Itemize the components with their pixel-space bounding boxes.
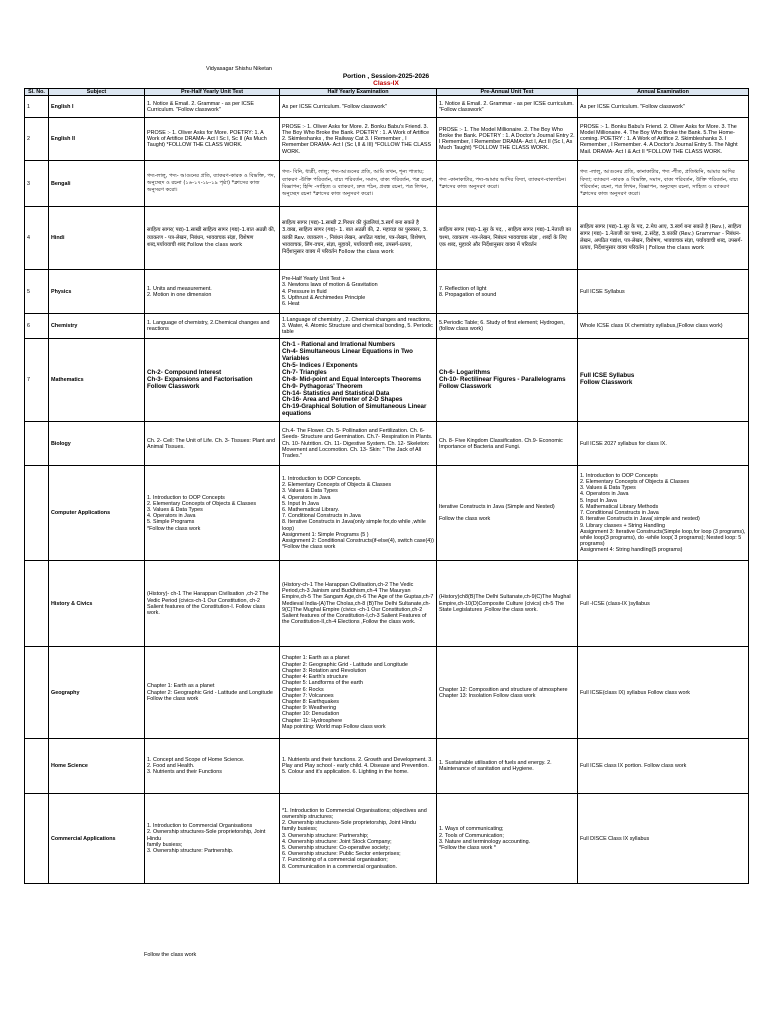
cell-annual-text: Full ICSE Syllabus	[580, 288, 625, 295]
cell-subject	[49, 339, 145, 422]
cell-half-text: 1.Language of chemistry , 2. Chemical changes and reactions, 3. Water, 4. Atomic Structure and chemical bonding, 5. Periodic table	[282, 316, 433, 336]
cell-half	[280, 118, 437, 161]
cell-pre-half	[145, 161, 280, 207]
cell-annual	[578, 647, 749, 739]
cell-half	[280, 339, 437, 422]
cell-pre-half	[145, 96, 280, 118]
cell-pre-annual	[437, 118, 578, 161]
cell-annual-text: PROSE :- 1. Bonku Babu's Friend. 2. Oliver Asks for More. 3. The Model Millionaire. 4. The Boy Who Broke the Bank. 5.The Home-coming. POETRY : 1. A Work of Artifice 2. Skimbleshanks 3. I Remember , I Remember. 4. A Doctor's Journal Entry 5. The Night Mail. DRAMA- Act I & Act II *FOLLOW THE CLASS WORK.	[580, 123, 738, 155]
cell-pre-half-text: 1. Language of chemistry, 2.Chemical changes and reactions	[147, 320, 270, 333]
col-header-pre-half: Pre-Half Yearly Unit Test	[145, 89, 280, 96]
cell-pre-annual-text: গদ্য -কানাকাটার, পদ্য-আমার আদির বিদ্যা, ব্যাকরণ-বাক্যগঠন। *ক্লাসের কাজ অনুসরণ করো।	[439, 176, 567, 190]
cell-slno-text: 7	[27, 377, 30, 384]
cell-pre-half-text: Chapter 1: Earth as a planet Chapter 2: Geographic Grid - Latitude and Longitude Follow the class work	[147, 683, 273, 702]
cell-pre-half-text: Ch-2- Compound Interest Ch-3- Expansions and Factorisation Follow Classwork	[147, 368, 253, 390]
cell-half-text: PROSE :- 1. Oliver Asks for More. 2. Bonku Babu's Friend. 3. The Boy Who Broke the Bank. POETRY : 1. A Work of Artifice 2. Skimleshanks , the Railway Cat 3. I Remember , I Remember DRAMA- Act I (Sc I,II & III) *FOLLOW THE CLASS WORK.	[282, 123, 432, 155]
cell-pre-half	[145, 422, 280, 466]
cell-half-text: (History-ch-1 The Harappan Civilisation,ch-2 The Vedic Period,ch-3 Jainism and Buddhism,ch-4 The Mauryan Empire,ch-5 The Sangam Age,ch-6 The Age of the Guptas,ch-7 Medieval India-(A)The Cholas,ch-8 (B)The Delhi Sultanate,ch-9(C)The Mughal Empire (civics -ch-1 Our Constitution,ch-2 Salient features of the Constitution-I,ch-3 Salient Features of the Constitution-II,ch-4 Elections ,Follow the class work.	[282, 581, 434, 626]
cell-half	[280, 422, 437, 466]
cell-subject-text: Mathematics	[51, 377, 84, 384]
cell-slno	[25, 647, 49, 739]
cell-subject	[49, 96, 145, 118]
table-row	[25, 339, 749, 422]
cell-half	[280, 647, 437, 739]
cell-annual-text: As per ICSE Curriculum. "Follow classwork"	[580, 103, 685, 110]
cell-annual-text: Full ICSE 2027 syllabus for class IX.	[580, 440, 667, 447]
cell-half	[280, 314, 437, 339]
cell-pre-half	[145, 270, 280, 314]
table-row	[25, 466, 749, 561]
table-header-row	[25, 89, 749, 96]
cell-slno-text: 2	[27, 136, 30, 143]
cell-half	[280, 96, 437, 118]
table-row	[25, 270, 749, 314]
cell-pre-annual-text: 5.Periodic Table; 6. Study of first element; Hydrogen, (follow class work)	[439, 320, 565, 333]
col-header-annual: Annual Examination	[578, 89, 749, 96]
cell-pre-annual	[437, 161, 578, 207]
cell-pre-half	[145, 314, 280, 339]
cell-annual	[578, 739, 749, 794]
table-row	[25, 422, 749, 466]
cell-half-text: 1. Introduction to OOP Concepts. 2. Elementary Concepts of Objects & Classes 3. Values & Data Types 4. Operators in Java 5. Input In Java 6. Mathematical Library. 7. Conditional Constructs in Java 8. Iterative Constructs in Java(only simple for,do while ,while loop) Assignment 1: Simple Programs (5 ) Assignment 2: Conditional Constructs(if-else(4), switch case(4)) *Follow the class work	[282, 475, 434, 551]
cell-slno	[25, 739, 49, 794]
cell-annual	[578, 339, 749, 422]
cell-pre-half-text: 1. Notice & Email. 2. Grammar - as per ICSE Curriculum. "Follow classwork"	[147, 100, 254, 113]
cell-half	[280, 270, 437, 314]
cell-subject	[49, 794, 145, 884]
school-name: Vidyasagar Shishu Niketan	[206, 66, 272, 72]
cell-slno	[25, 270, 49, 314]
cell-annual-text: Full ICSE Syllabus Follow Classwork	[580, 372, 635, 387]
cell-annual	[578, 314, 749, 339]
cell-subject-text: Physics	[51, 288, 72, 295]
cell-pre-half	[145, 466, 280, 561]
cell-half-text: As per ICSE Curriculum. "Follow classwork"	[282, 103, 387, 110]
cell-subject	[49, 739, 145, 794]
cell-pre-annual-text: (History)ch8(B)The Delhi Sultanate,ch-9(C)The Mughal Empire,ch-10(D)Composite Culture (civics) ch-5 The State Legislatures ,Follow the class work.	[439, 594, 571, 613]
cell-subject	[49, 118, 145, 161]
cell-half-text: Chapter 1: Earth as a planet Chapter 2: Geographic Grid - Latitude and Longitude Chapter 3: Rotation and Revolution Chapter 4: Earth's structure Chapter 5: Landforms of the earth Chapter 6: Rocks Chapter 7: Volcanoes Chapter 8: Earthquakes Chapter 9: Weathering Chapter 10: Denudation Chapter 11: Hydrosphere Map pointing: World map Follow class work	[282, 655, 408, 730]
cell-subject-text: History & Civics	[51, 600, 93, 607]
table-row	[25, 739, 749, 794]
cell-half	[280, 739, 437, 794]
cell-half-text: গদ্য- বিনি, ধাত্রী, লালু; পদ্য-আগুনের প্রতি, আমি তখন, শূন্য পাতায়; ব্যাকরণ -উক্তি পরিবর্তন, বাচ্য পরিবর্তন, সমাস, বাক্য পরিবর্তন, পত্র রচনা, বিজ্ঞাপন; হিন্দি -সাহিত্য ও ব্যাকরণ, দ্রুত পঠন, প্রবন্ধ রচনা, পত্র লিখন, অনুচ্ছেদ রচনা *ক্লাসের কাজ অনুসরণ করো।	[282, 169, 434, 197]
cell-subject-text: Bengali	[51, 180, 71, 187]
cell-subject-text: Home Science	[51, 763, 88, 770]
footer-note: Follow the class work	[144, 952, 197, 958]
cell-subject	[49, 466, 145, 561]
cell-slno	[25, 422, 49, 466]
cell-subject	[49, 161, 145, 207]
cell-half-text: 1. Nutrients and their functions. 2. Growth and Development. 3. Play and Play school - early child. 4. Disease and Prevention. 5. Colour and it's application. 6. Lighting in the home.	[282, 756, 433, 776]
cell-annual-text: Full ICSE(class IX) syllabus Follow class work	[580, 689, 690, 696]
cell-annual	[578, 96, 749, 118]
cell-slno	[25, 314, 49, 339]
cell-half-text: *1. Introduction to Commercial Organisations; objectives and ownership structures; 2. Ownership structures-Sole proprietorship, Joint Hindu family busiess; 3. Ownership structure: Partnership; 4. Ownership structure: Joint Stock Company; 5. Ownership structure: Co-operative society; 6. Ownership structure: Public Sector enterprises; 7. Functioning of a commercial organisation; 8. Communication in a commercial organisation.	[282, 807, 427, 870]
col-header-slno: Sl. No.	[25, 89, 49, 96]
cell-slno	[25, 161, 49, 207]
cell-half	[280, 207, 437, 270]
cell-annual	[578, 794, 749, 884]
cell-subject-text: Computer Applications	[51, 510, 111, 517]
cell-pre-annual	[437, 270, 578, 314]
cell-annual	[578, 207, 749, 270]
cell-pre-half	[145, 339, 280, 422]
cell-half-text: Pre-Half Yearly Unit Test + 3. Newtons laws of motion & Gravitation 4. Pressure in fluid 5. Upthrust & Archimedes Principle 6. Heat	[282, 276, 378, 307]
cell-subject	[49, 270, 145, 314]
cell-half	[280, 561, 437, 647]
cell-pre-half-text: 1. Introduction to Commercial Organisations 2. Ownership structures-Sole proprietorship, Joint Hindu family busiess; 3. Ownership structure: Partnership.	[147, 823, 266, 854]
cell-slno	[25, 339, 49, 422]
cell-pre-half	[145, 561, 280, 647]
cell-subject-text: English II	[51, 136, 75, 143]
cell-annual-text: Full -ICSE (class-IX )syllabus	[580, 600, 650, 607]
cell-annual-text: Whole ICSE class IX chemistry syllabus,(Follow class work)	[580, 323, 723, 330]
cell-pre-annual	[437, 207, 578, 270]
cell-slno-text: 3	[27, 180, 30, 187]
cell-pre-half	[145, 207, 280, 270]
cell-pre-half-text: 1. Units and measurement. 2. Motion in one dimension	[147, 285, 212, 298]
syllabus-table	[24, 88, 749, 884]
cell-slno-text: 4	[27, 235, 30, 242]
cell-pre-annual	[437, 466, 578, 561]
col-header-subject: Subject	[49, 89, 145, 96]
cell-annual-text: Full DISCE Class IX syllabus	[580, 835, 650, 842]
cell-pre-half-text: Ch. 2- Cell: The Unit of Life. Ch. 3- Tissues: Plant and Animal Tissues.	[147, 437, 276, 450]
cell-pre-half-text: 1. Concept and Scope of Home Science. 2. Food and Health. 3. Nutrients and their Functions	[147, 756, 245, 776]
table-row	[25, 314, 749, 339]
cell-subject-text: Hindi	[51, 235, 65, 242]
cell-half-text: साहित्य सागर (पद्य)-1.साखी 2.गिरधर की कुंडलियां,3.स्वर्ग बना सकते है 3.वाख, साहित्य सागर (गद्य)- 1. बात अठन्नी की, 2. महायज्ञ का पुरस्कार, 3. काकी Rev. व्याकरण -, निबंधन लेखन, अपठित गद्यांश, पत्र-लेखन, विशेषण, भाववाचक, लिंग-वचन, संज्ञा, मुहावरे, पर्यायवाची शब्द, उपसर्ग-प्रत्यय, निर्देशानुसार वाक्य में परिवर्तन Follow the class work	[282, 220, 428, 255]
cell-subject	[49, 314, 145, 339]
cell-annual	[578, 270, 749, 314]
class-title: Class-IX	[373, 80, 399, 87]
table-row	[25, 96, 749, 118]
cell-slno-text: 1	[27, 103, 30, 110]
col-header-half: Half Yearly Examination	[280, 89, 437, 96]
cell-pre-annual-text: 1. Notice & Email. 2. Grammar - as per ICSE curriculum. "Follow classwork"	[439, 100, 574, 113]
cell-subject-text: Chemistry	[51, 323, 78, 330]
cell-annual	[578, 118, 749, 161]
cell-pre-annual-text: 1. Ways of communicating; 2. Tools of Communication; 3. Nature and terminology accounting. *Follow the class work *	[439, 826, 531, 851]
cell-annual	[578, 422, 749, 466]
cell-pre-annual-text: Chapter 12: Composition and structure of atmosphere Chapter 13: Insolation Follow class work	[439, 686, 568, 699]
cell-pre-annual-text: 1. Sustainable utilisation of fuels and energy. 2. Maintenance of sanitation and Hygiene.	[439, 760, 552, 773]
cell-slno	[25, 794, 49, 884]
cell-pre-annual-text: Ch. 8- Five Kingdom Classification. Ch.9- Economic Importance of Bacteria and Fungi.	[439, 437, 563, 450]
table-row	[25, 118, 749, 161]
cell-pre-half-text: साहित्य सागर( पद्य)-1.साखी साहित्य सागर (गद्य)-1.बात अठन्नी की, व्याकरण - पत्र-लेखन, निबंधन, भाववाचक संज्ञा, विशेषण शब्द,पर्यायवाची शब्द Follow the class work	[147, 227, 276, 248]
portion-title: Portion , Session-2025-2026	[342, 73, 430, 80]
cell-pre-annual	[437, 739, 578, 794]
cell-pre-annual-text: 7. Reflection of light 8. Propagation of sound	[439, 285, 497, 298]
cell-pre-annual-text: साहित्य सागर (पद्य)-1.सूर के पद, , साहित्य सागर (गद्य)-1.नेताजी का चश्मा, व्याकरण -पत्र-लेखन, निबंधन भाववाचक संज्ञा , शब्दों के लिए एक शब्द, मुहावरे और निर्देशानुसार वाक्य में परिवर्तन	[439, 227, 571, 248]
table-row	[25, 207, 749, 270]
cell-pre-half	[145, 794, 280, 884]
cell-pre-annual	[437, 561, 578, 647]
cell-pre-half	[145, 739, 280, 794]
cell-slno	[25, 118, 49, 161]
cell-pre-annual	[437, 314, 578, 339]
cell-subject	[49, 422, 145, 466]
table-row	[25, 561, 749, 647]
cell-pre-half-text: গদ্য-লালু, পদ্য- আগুনের প্রতি, ব্যাকরণ-কারক ও বিভক্তি, পদ, অনুচ্ছেদ ও রচনা (১৬-১৭-১৮-১৯ পৃষ্ঠা) *ক্লাসের কাজ অনুসরণ করো।	[147, 172, 276, 194]
table-row	[25, 794, 749, 884]
table-row	[25, 647, 749, 739]
cell-subject	[49, 647, 145, 739]
cell-pre-annual	[437, 339, 578, 422]
cell-subject	[49, 561, 145, 647]
cell-annual-text: 1. Introduction to OOP Concepts 2. Elementary Concepts of Objects & Classes 3. Values & Data Types 4. Operators in Java 5. Input In Java 6. Mathematical Library Methods 7. Conditional Constructs in Java 8. Iterative Constructs in Java( simple and nested) 9. Library classes + String Handling Assignment 3: Iterative Constructs(Simple loop,for loop (3 programs), while loop(3 programs), do -while loop( 3 programs); Nested loop: 5 programs) Assignment 4: String handling(5 programs)	[580, 472, 746, 554]
cell-slno	[25, 561, 49, 647]
cell-annual	[578, 561, 749, 647]
cell-annual	[578, 161, 749, 207]
cell-subject-text: Biology	[51, 440, 71, 447]
cell-pre-annual-text: Iterative Constructs in Java (Simple and Nested) Follow the class work	[439, 503, 555, 523]
cell-half-text: Ch.4- The Flower. Ch. 5- Pollination and Fertilization. Ch. 6- Seeds- Structure and Germination. Ch.7- Respiration in Plants. Ch. 10- Nutrition. Ch. 11- Digestive System. Ch. 12- Skeleton: Movement and Locomotion. Ch. 13- Skin: " The Jack of All Trades."	[282, 428, 433, 459]
cell-half	[280, 466, 437, 561]
cell-annual	[578, 466, 749, 561]
cell-slno	[25, 207, 49, 270]
cell-pre-annual-text: Ch-6- Logarithms Ch-10- Rectilinear Figures - Parallelograms Follow Classwork	[439, 368, 566, 390]
cell-annual-text: साहित्य सागर (पद्य)-1.सूर के पद, 2.मेघ आए, 3.स्वर्ग बना सकते है (Rev.), साहित्य सागर (गद्य)- 1.नेताजी का चश्मा, 2.संदेह, 3.काकी (Rev.) Grammar - निबंधन-लेखन, अपठित गद्यांश, पत्र-लेखन, विशेषण, भाववाचक संज्ञा, पर्यायवाची शब्द, उपसर्ग-प्रत्यय, निर्देशानुसार वाक्य परिवर्तन | Follow the class work	[580, 223, 743, 252]
cell-slno	[25, 466, 49, 561]
cell-pre-annual	[437, 96, 578, 118]
cell-pre-half-text: PROSE :- 1. Oliver Asks for More. POETRY: 1. A Work of Artifice DRAMA- Act I Sc I, Sc II (As Much Taught) *FOLLOW THE CLASS WORK.	[147, 129, 267, 149]
cell-pre-annual-text: PROSE :- 1. The Model Millionaire. 2. The Boy Who Broke the Bank. POETRY : 1. A Doctor's Journal Entry 2. I Remember, I Remember DRAMA- Act I, Act II (Sc I, As Much Taught) *FOLLOW THE CLASS WORK.	[439, 126, 575, 152]
cell-subject-text: Commercial Applications	[51, 835, 116, 842]
cell-subject	[49, 207, 145, 270]
cell-annual-text: গদ্য -লালু, আগুনের প্রতি, কানাকাটার, পদ্য -শীত, প্রতিধ্বনি, আমার আদির বিদ্যা; ব্যাকরণ -কারক ও বিভক্তি, সমাস, বাক্য পরিবর্তন, উক্তি পরিবর্তন, বাচ্য পরিবর্তন; রচনা, পত্র লিখন, বিজ্ঞাপন, অনুচ্ছেদ রচনা, সাহিত্য ও ব্যাকরণ *ক্লাসের কাজ অনুসরণ করো।	[580, 169, 739, 197]
cell-pre-half-text: (History)- ch-1 The Harappan Civilisation ,ch-2 The Vedic Period (civics-ch-1 Our Constitution, ch-2 Salient features of the Constitution-I. Follow class work.	[147, 591, 269, 616]
cell-pre-annual	[437, 647, 578, 739]
cell-pre-annual	[437, 422, 578, 466]
col-header-pre-annual: Pre-Annual Unit Test	[437, 89, 578, 96]
cell-half	[280, 161, 437, 207]
table-body	[25, 96, 749, 884]
cell-slno-text: 6	[27, 323, 30, 330]
cell-pre-half	[145, 118, 280, 161]
cell-slno-text: 5	[27, 288, 30, 295]
cell-pre-half-text: 1. Introduction to OOP Concepts 2. Elementary Concepts of Objects & Classes 3. Values & Data Types 4. Operators in Java 5. Simple Programs *Follow the class work	[147, 494, 257, 532]
table-row	[25, 161, 749, 207]
cell-slno	[25, 96, 49, 118]
cell-half-text: Ch-1 - Rational and Irrational Numbers Ch-4- Simultaneous Linear Equations in Two Variables Ch-5- Indices / Exponents Ch-7- Triangles Ch-8- Mid-point and Equal Intercepts Theorems Ch-9- Pythagoras' Theorem Ch-14- Statistics and Statistical Data Ch-16- Area and Perimeter of 2-D Shapes Ch-19-Graphical Solution of Simultaneous Linear equations	[282, 341, 427, 418]
cell-half	[280, 794, 437, 884]
cell-subject-text: Geography	[51, 689, 80, 696]
cell-pre-half	[145, 647, 280, 739]
cell-subject-text: English I	[51, 103, 74, 110]
cell-annual-text: Full ICSE class IX portion. Follow class work	[580, 763, 687, 770]
cell-pre-annual	[437, 794, 578, 884]
